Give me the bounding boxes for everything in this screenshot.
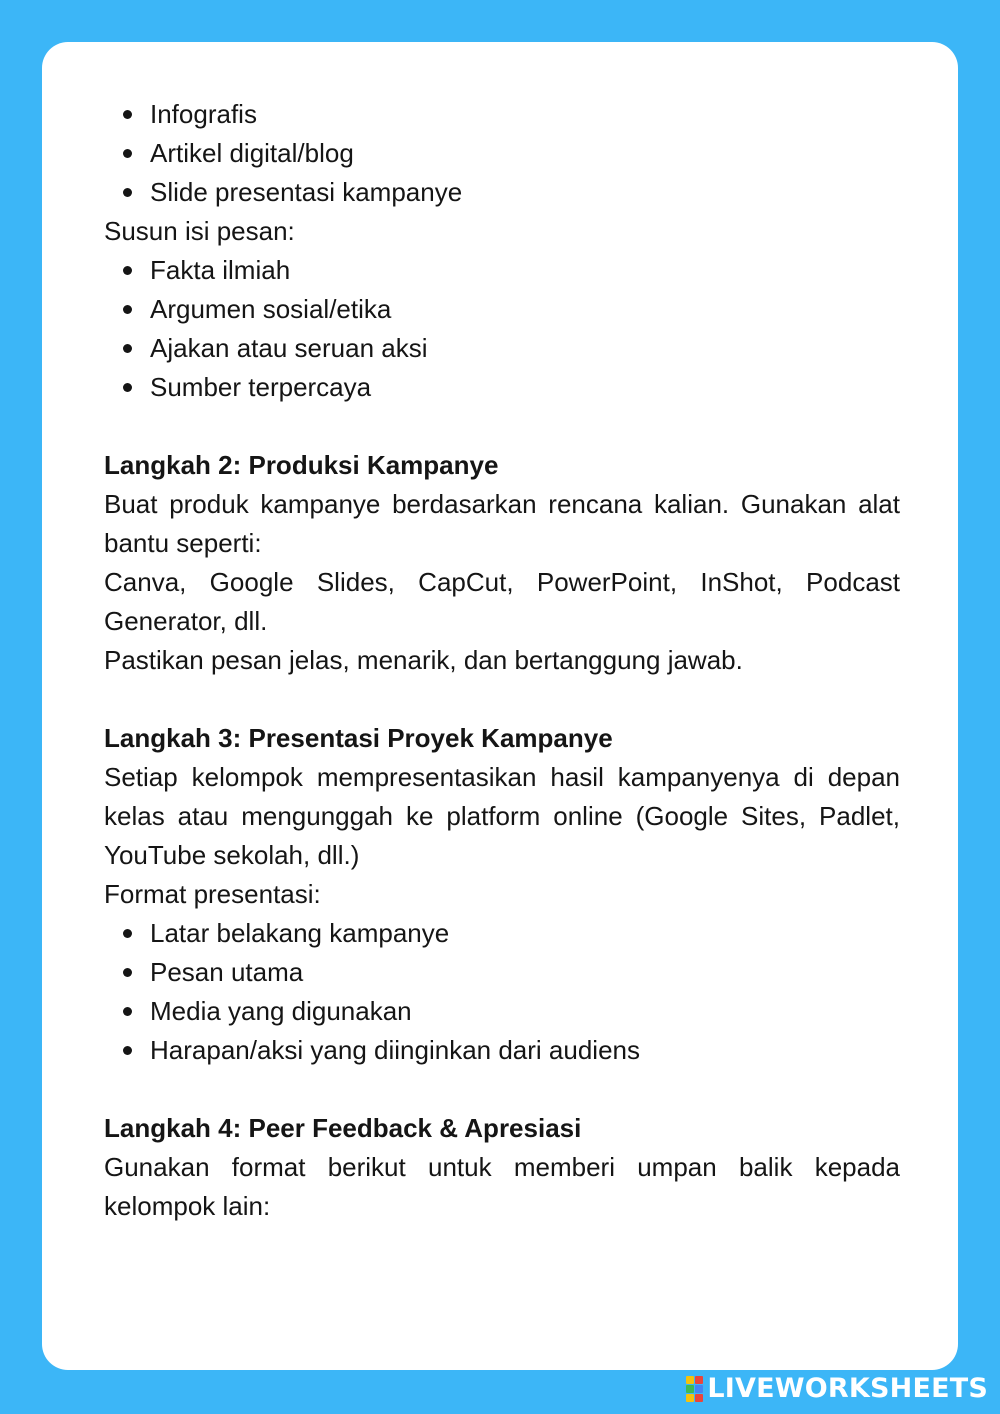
list-item: Ajakan atau seruan aksi: [104, 329, 900, 368]
bullet-icon: [123, 968, 132, 977]
bullet-icon: [123, 305, 132, 314]
list-item: Infografis: [104, 95, 900, 134]
step4-paragraph: Gunakan format berikut untuk memberi umpan balik kepada kelompok lain:: [104, 1152, 900, 1221]
list-item: Media yang digunakan: [104, 992, 900, 1031]
logo-square: [695, 1376, 703, 1384]
logo-square: [695, 1394, 703, 1402]
format-label: Format presentasi:: [104, 879, 321, 909]
bullet-icon: [123, 383, 132, 392]
bullet-icon: [123, 1046, 132, 1055]
logo-square: [686, 1376, 694, 1384]
susun-label: Susun isi pesan:: [104, 216, 295, 246]
bullet-icon: [123, 149, 132, 158]
message-list: [104, 251, 900, 407]
list-item: Latar belakang kampanye: [104, 914, 900, 953]
bullet-icon: [123, 266, 132, 275]
step3-paragraph: Setiap kelompok mempresentasikan hasil kampanyenya di depan kelas atau mengunggah ke platform online (Google Sites, Padlet, YouTube sekolah, dll.): [104, 762, 900, 870]
logo-square: [695, 1385, 703, 1393]
step3-heading: Langkah 3: Presentasi Proyek Kampanye: [104, 723, 613, 753]
step2-heading: Langkah 2: Produksi Kampanye: [104, 450, 499, 480]
list-item: Argumen sosial/etika: [104, 290, 900, 329]
brand-name: LIVEWORKSHEETS: [707, 1373, 988, 1404]
step2-paragraph: Buat produk kampanye berdasarkan rencana kalian. Gunakan alat bantu seperti:: [104, 489, 900, 558]
bullet-icon: [123, 929, 132, 938]
list-item: Slide presentasi kampanye: [104, 173, 900, 212]
bullet-icon: [123, 344, 132, 353]
step4-heading: Langkah 4: Peer Feedback & Apresiasi: [104, 1113, 582, 1143]
list-item: Fakta ilmiah: [104, 251, 900, 290]
worksheet-content: [104, 95, 900, 1226]
list-item: Harapan/aksi yang diinginkan dari audiens: [104, 1031, 900, 1070]
bullet-icon: [123, 1007, 132, 1016]
media-list: [104, 95, 900, 212]
logo-square: [686, 1394, 694, 1402]
bullet-icon: [123, 110, 132, 119]
list-item: Artikel digital/blog: [104, 134, 900, 173]
logo-square: [686, 1385, 694, 1393]
liveworksheets-footer[interactable]: [686, 1373, 988, 1404]
liveworksheets-logo-icon: [686, 1376, 703, 1402]
list-item: Pesan utama: [104, 953, 900, 992]
bullet-icon: [123, 188, 132, 197]
step2-tools: Canva, Google Slides, CapCut, PowerPoint, InShot, Podcast Generator, dll.: [104, 567, 900, 636]
step2-note: Pastikan pesan jelas, menarik, dan bertanggung jawab.: [104, 645, 743, 675]
format-list: [104, 914, 900, 1070]
list-item: Sumber terpercaya: [104, 368, 900, 407]
